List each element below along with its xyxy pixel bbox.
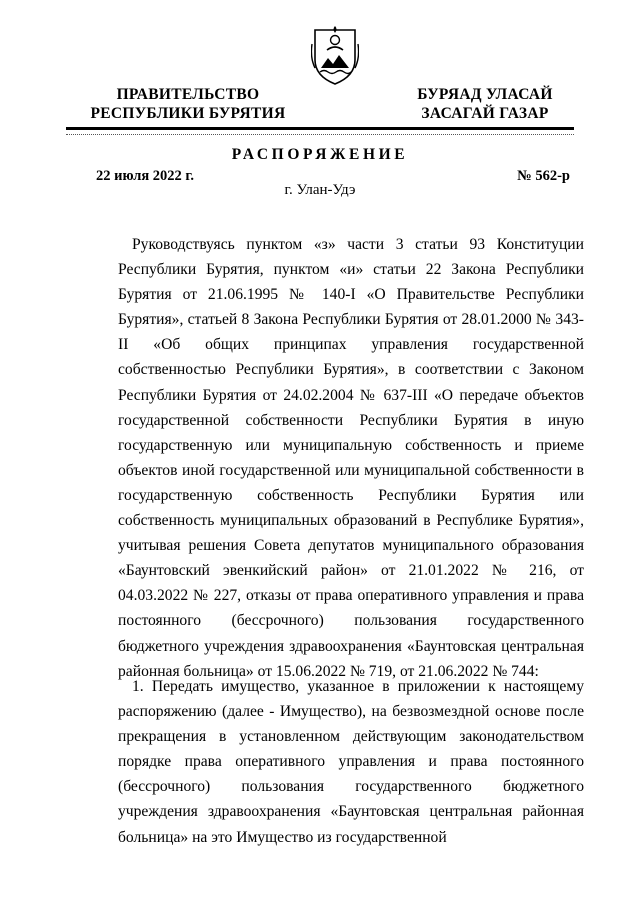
clause-1-paragraph: 1. Передать имущество, указанное в приложении к настоящему распоряжению (далее - Имущество), на безвозмездной основе после прекращения в установленном действующим законодательством порядке права оперативного управления и права постоянного (бессрочного) пользования государственного бюджетного учреждения здравоохранения «Баунтовская центральная районная больница» на это Имущество из государственной — [118, 678, 584, 846]
government-name-buryat-line1: БУРЯАД УЛАСАЙ — [417, 86, 553, 103]
header-divider-dotted — [66, 134, 574, 135]
document-date: 22 июля 2022 г. — [96, 168, 195, 184]
document-title: РАСПОРЯЖЕНИЕ — [231, 146, 409, 163]
preamble-paragraph: Руководствуясь пунктом «з» части 3 статьи 93 Конституции Республики Бурятия, пунктом «и» статьи 22 Закона Республики Бурятия от 21.06.1995 № 140-I «О Правительстве Республики Бурятия», статьей 8 Закона Республики Бурятия от 28.01.2000 № 343-II «Об общих принципах управления государственной собственностью Республики Бурятия», в соответствии с Законом Республики Бурятия от 24.02.2004 № 637-III «О передаче объектов государственной собственности Республики Бурятия в иную государственную или муниципальную собственность и приеме объектов иной государственной или муниципальной собственности в государственную собственность Республики Бурятия или собственность муниципальных образований в Республике Бурятия», учитывая решения Совета депутатов муниципального образования «Баунтовский эвенкийский район» от 21.01.2022 № 216, от 04.03.2022 № 227, отказы от права оперативного управления и права постоянного (бессрочного) пользования государственного бюджетного учреждения здравоохранения «Баунтовская центральная районная больница» от 15.06.2022 № 719, от 21.06.2022 № 744: — [118, 236, 584, 680]
government-name-buryat-line2: ЗАСАГАЙ ГАЗАР — [421, 105, 549, 122]
government-name-russian-line1: ПРАВИТЕЛЬСТВО — [116, 86, 260, 103]
document-city: г. Улан-Удэ — [284, 182, 356, 198]
government-name-russian — [88, 85, 288, 123]
document-number: № 562-р — [517, 168, 570, 184]
coat-of-arms-emblem — [311, 24, 359, 86]
header-divider-thick — [66, 127, 574, 130]
government-name-buryat — [400, 85, 570, 123]
government-name-russian-line2: РЕСПУБЛИКИ БУРЯТИЯ — [90, 105, 286, 122]
